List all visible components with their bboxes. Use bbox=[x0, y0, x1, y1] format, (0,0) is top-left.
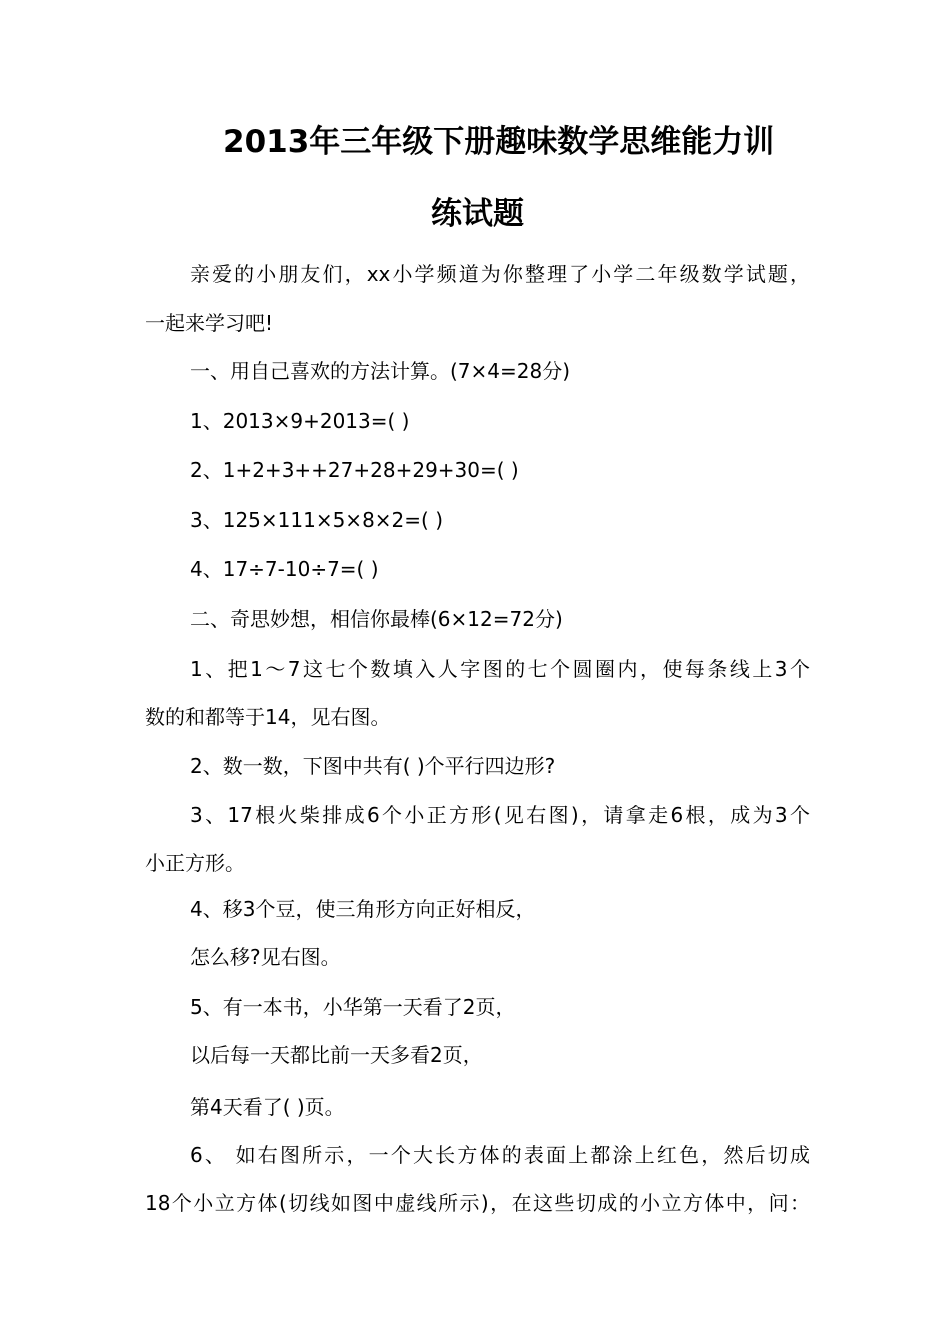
question-2-6-line-1: 6、 如右图所示，一个大长方体的表面上都涂上红色，然后切成 bbox=[190, 1143, 810, 1167]
question-2-4-line-2: 怎么移?见右图。 bbox=[190, 945, 341, 969]
section-two-heading: 二、奇思妙想，相信你最棒(6×12=72分) bbox=[190, 607, 563, 631]
question-2-6-line-2: 18个小立方体(切线如图中虚线所示)，在这些切成的小立方体中，问： bbox=[145, 1191, 810, 1215]
intro-paragraph-line-1: 亲爱的小朋友们，xx小学频道为你整理了小学二年级数学试题， bbox=[190, 262, 810, 286]
question-1-2: 2、1+2+3++27+28+29+30=( ) bbox=[190, 458, 519, 482]
question-2-2: 2、数一数，下图中共有( )个平行四边形? bbox=[190, 754, 556, 778]
question-2-5-line-3: 第4天看了( )页。 bbox=[190, 1095, 345, 1119]
question-2-3-line-2: 小正方形。 bbox=[145, 851, 245, 875]
question-2-1-line-2: 数的和都等于14，见右图。 bbox=[145, 705, 391, 729]
question-2-5-line-1: 5、有一本书，小华第一天看了2页， bbox=[190, 995, 516, 1019]
question-1-4: 4、17÷7-10÷7=( ) bbox=[190, 557, 379, 581]
question-2-4-line-1: 4、移3个豆，使三角形方向正好相反， bbox=[190, 897, 536, 921]
document-title-line-1: 2013年三年级下册趣味数学思维能力训 bbox=[223, 124, 775, 160]
question-2-5-line-2: 以后每一天都比前一天多看2页， bbox=[190, 1043, 483, 1067]
intro-paragraph-line-2: 一起来学习吧! bbox=[145, 311, 274, 335]
question-2-3-line-1: 3、17根火柴排成6个小正方形(见右图)，请拿走6根，成为3个 bbox=[190, 803, 810, 827]
section-one-heading: 一、用自己喜欢的方法计算。(7×4=28分) bbox=[190, 359, 571, 383]
document-title-line-2: 练试题 bbox=[431, 196, 524, 232]
question-2-1-line-1: 1、把1～7这七个数填入人字图的七个圆圈内，使每条线上3个 bbox=[190, 657, 810, 681]
question-1-1: 1、2013×9+2013=( ) bbox=[190, 409, 410, 433]
question-1-3: 3、125×111×5×8×2=( ) bbox=[190, 508, 443, 532]
